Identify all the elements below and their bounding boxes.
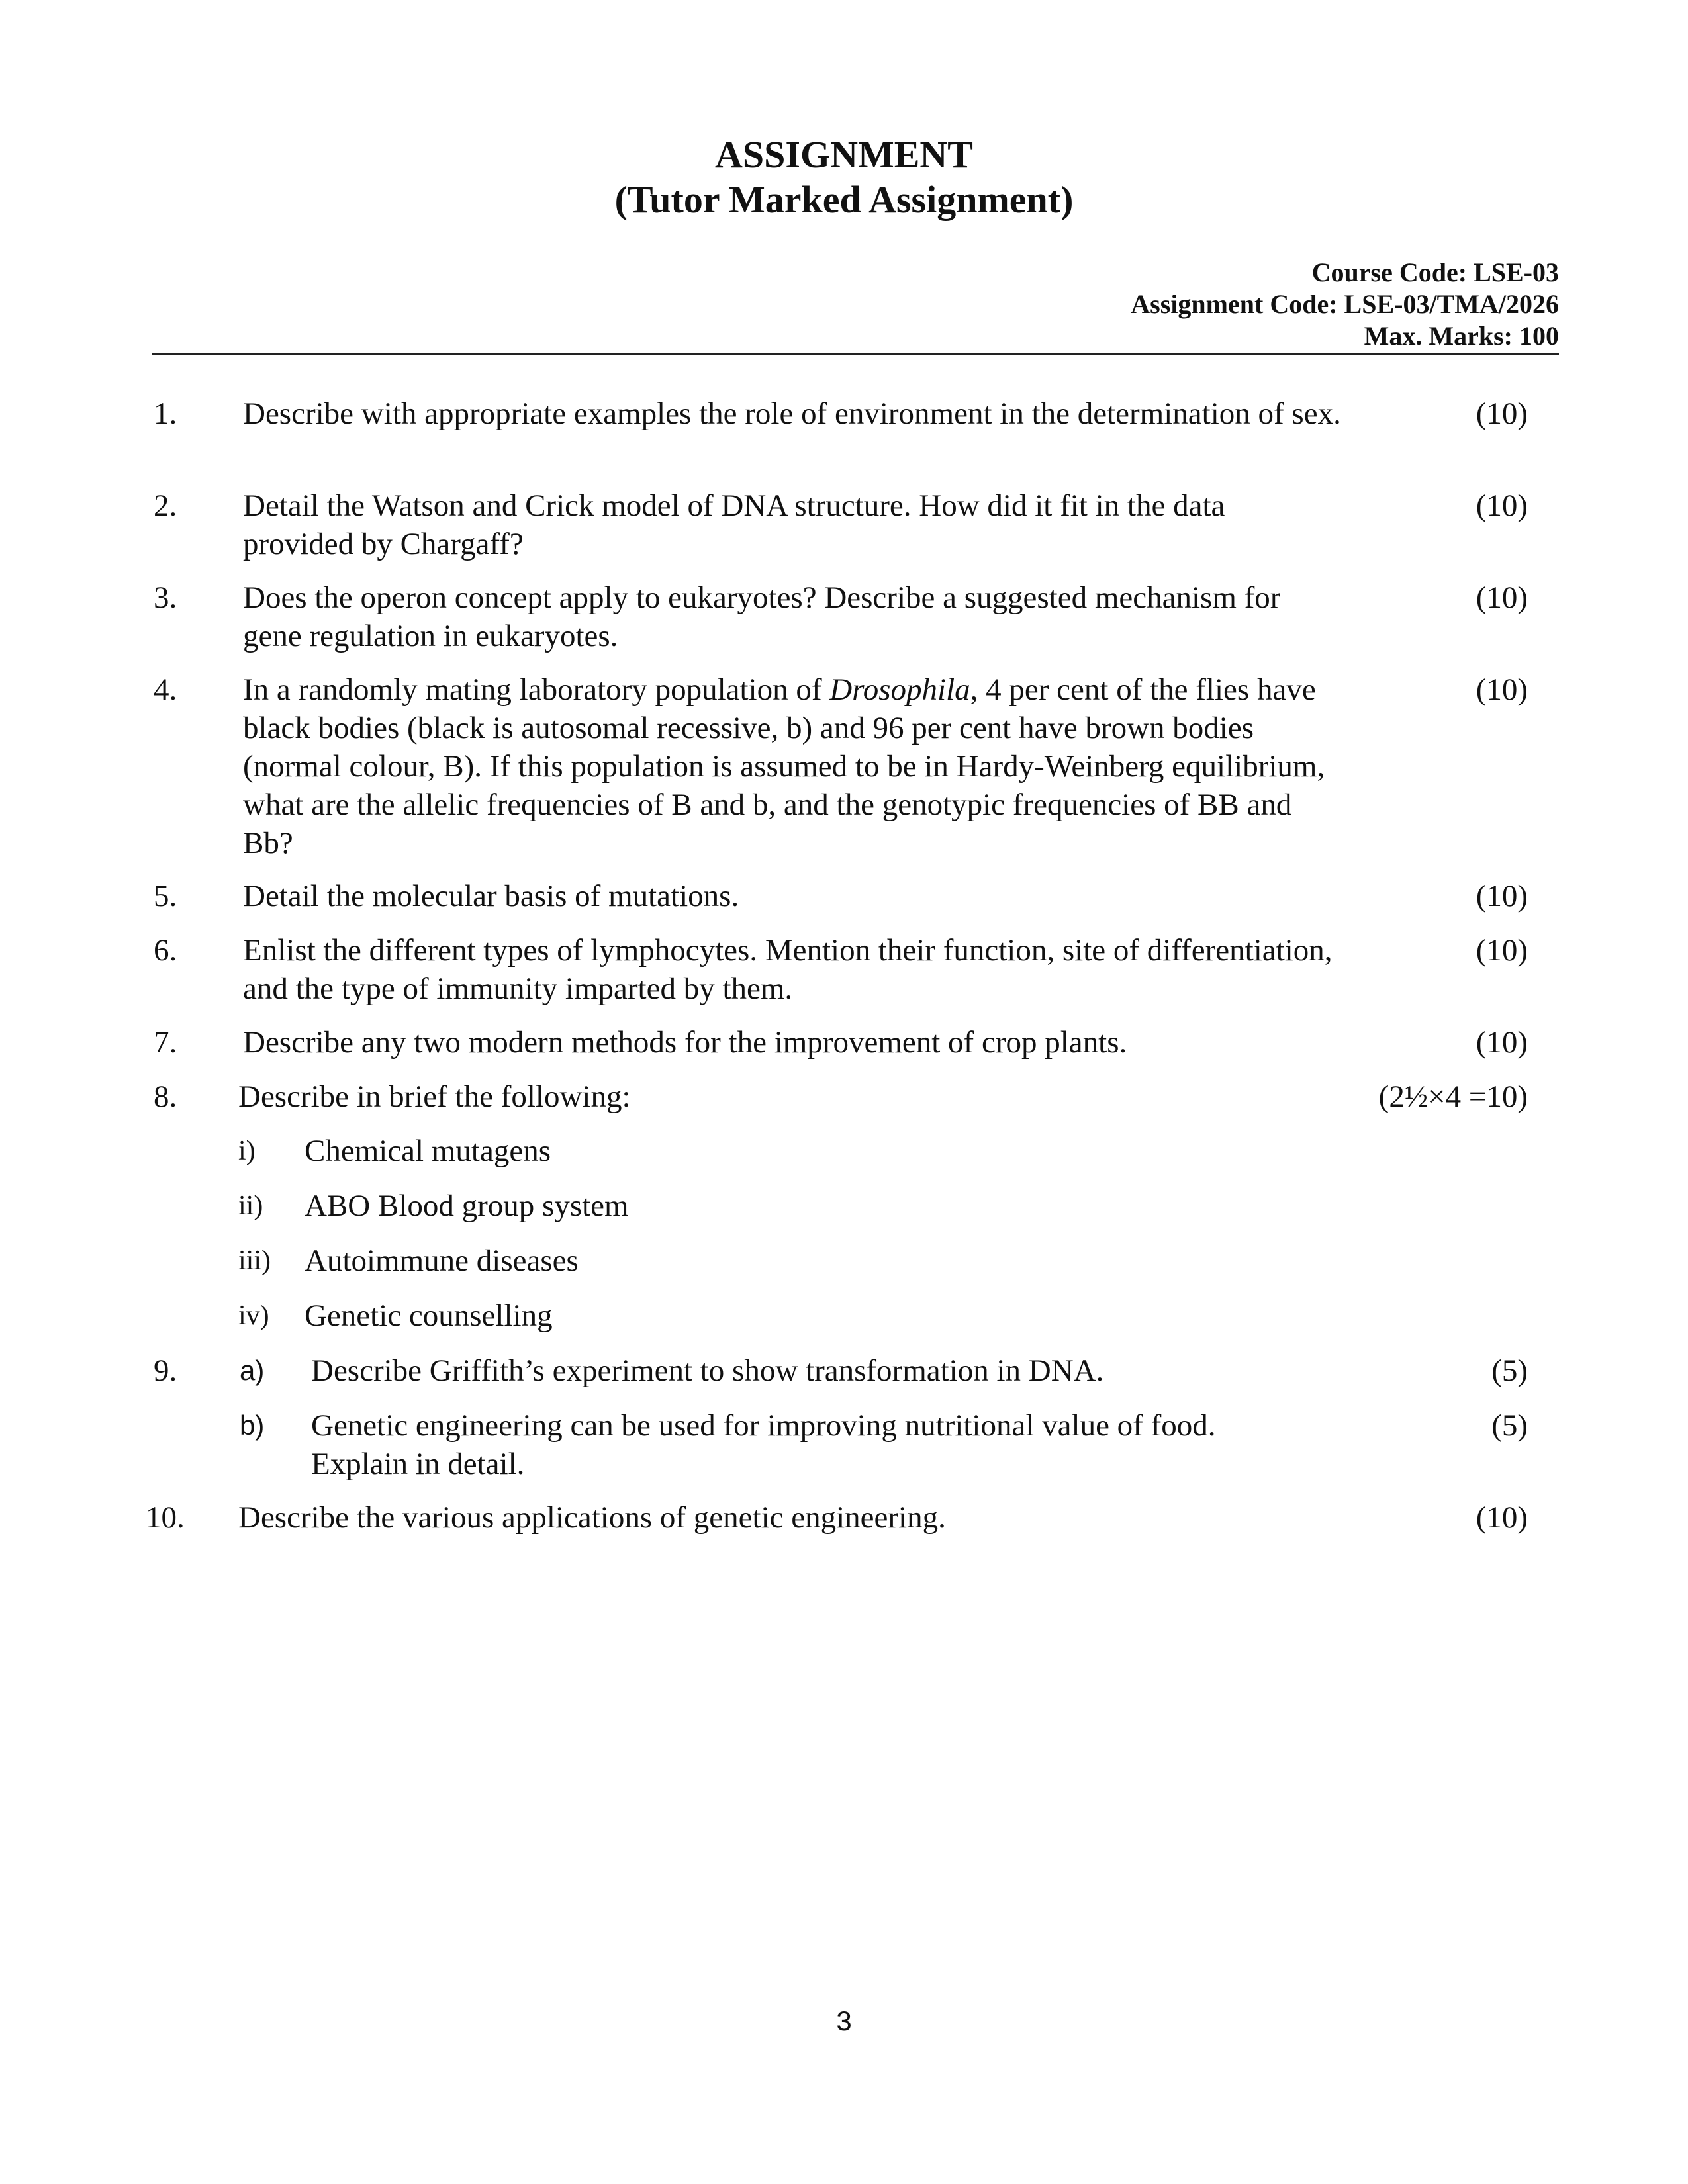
question-text: Describe any two modern methods for the improvement of crop plants. xyxy=(243,1025,1127,1060)
question-text xyxy=(243,670,1342,862)
question-number: 6. xyxy=(154,933,177,968)
part-label: ii) xyxy=(238,1191,263,1221)
part-text: ABO Blood group system xyxy=(305,1189,629,1223)
question-text: Detail the molecular basis of mutations. xyxy=(243,879,739,913)
header-divider xyxy=(152,353,1559,355)
question-marks: (10) xyxy=(1476,1025,1528,1060)
part-label: a) xyxy=(240,1355,265,1386)
course-code: Course Code: LSE-03 xyxy=(1311,257,1559,287)
part-label: b) xyxy=(240,1410,265,1441)
question-marks: (10) xyxy=(1476,580,1528,615)
part-marks: (5) xyxy=(1491,1353,1528,1388)
question-text: Describe with appropriate examples the role of environment in the determination of sex. xyxy=(243,396,1341,431)
question-number: 3. xyxy=(154,580,177,615)
page-title: ASSIGNMENT xyxy=(715,133,973,176)
question-marks: (10) xyxy=(1476,396,1528,431)
question-number: 10. xyxy=(146,1500,185,1535)
question-text: Describe in brief the following: xyxy=(238,1079,631,1114)
part-text: Genetic engineering can be used for improving nutritional value of food. Explain in detail. xyxy=(311,1408,1216,1481)
question-number: 4. xyxy=(154,672,177,707)
part-text: Autoimmune diseases xyxy=(305,1244,579,1278)
question-text: Does the operon concept apply to eukaryotes? Describe a suggested mechanism for gene regulation in eukaryotes. xyxy=(243,580,1281,653)
page-subtitle: (Tutor Marked Assignment) xyxy=(614,178,1074,221)
question-text-start: In a randomly mating laboratory population of xyxy=(243,672,830,707)
question-text: Describe the various applications of genetic engineering. xyxy=(238,1500,946,1535)
max-marks: Max. Marks: 100 xyxy=(1364,321,1559,351)
question-text: Enlist the different types of lymphocytes. Mention their function, site of differentiation, and the type of immunity imparted by them. xyxy=(243,933,1333,1006)
question-number: 1. xyxy=(154,396,177,431)
part-label: iii) xyxy=(238,1246,271,1276)
question-text-end: , 4 per cent of the flies have black bodies (black is autosomal recessive, b) and 96 per cent have brown bodies (normal colour, B). If this population is assumed to be in Hardy-Weinberg equilibrium, what are the allelic frequencies of B and b, and the genotypic frequencies of BB and Bb? xyxy=(243,672,1325,860)
question-number: 7. xyxy=(154,1025,177,1060)
question-marks: (10) xyxy=(1476,488,1528,523)
part-text: Describe Griffith’s experiment to show transformation in DNA. xyxy=(311,1353,1104,1388)
part-text: Chemical mutagens xyxy=(305,1134,551,1168)
question-marks: (10) xyxy=(1476,672,1528,707)
question-marks: (10) xyxy=(1476,933,1528,968)
question-number: 9. xyxy=(154,1353,177,1388)
part-marks: (5) xyxy=(1491,1408,1528,1443)
question-number: 2. xyxy=(154,488,177,523)
part-label: iv) xyxy=(238,1300,269,1331)
question-number: 5. xyxy=(154,879,177,913)
question-marks: (2½×4 =10) xyxy=(1378,1079,1528,1114)
question-marks: (10) xyxy=(1476,879,1528,913)
question-text: Detail the Watson and Crick model of DNA structure. How did it fit in the data provided by Chargaff? xyxy=(243,488,1225,561)
assignment-code: Assignment Code: LSE-03/TMA/2026 xyxy=(1131,289,1559,319)
question-number: 8. xyxy=(154,1079,177,1114)
species-name: Drosophila xyxy=(829,672,970,707)
assignment-codes xyxy=(1131,257,1559,352)
part-label: i) xyxy=(238,1136,256,1166)
part-text: Genetic counselling xyxy=(305,1298,553,1333)
page-number: 3 xyxy=(836,2005,852,2036)
question-marks: (10) xyxy=(1476,1500,1528,1535)
